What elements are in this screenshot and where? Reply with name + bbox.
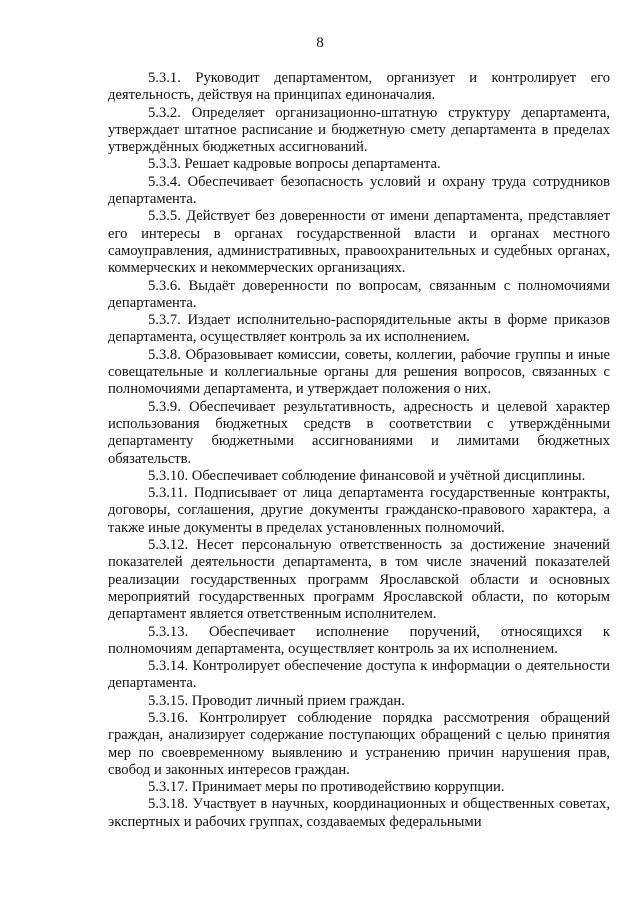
paragraph-5-3-10: 5.3.10. Обеспечивает соблюдение финансовой и учётной дисциплины. xyxy=(148,467,586,484)
paragraph-5-3-7: 5.3.7. Издает исполнительно-распорядительные акты в форме приказов департамента, осуществляет контроль за их исполнением. xyxy=(108,312,610,346)
paragraph-5-3-11: 5.3.11. Подписывает от лица департамента государственные контракты, договоры, соглашения, другие документы гражданско-правового характера, а также иные документы в пределах установленных полномочий. xyxy=(108,485,610,536)
page-number: 8 xyxy=(316,35,324,51)
paragraph-5-3-14: 5.3.14. Контролирует обеспечение доступа к информации о деятельности департамента. xyxy=(108,658,610,692)
paragraph-5-3-13: 5.3.13. Обеспечивает исполнение поручений, относящихся к полномочиям департамента, осуществляет контроль за их исполнением. xyxy=(108,623,610,657)
paragraph-5-3-16: 5.3.16. Контролирует соблюдение порядка рассмотрения обращений граждан, анализирует содержание поступающих обращений с целью принятия мер по своевременному выявлению и устранению причин нарушения прав, свобод и законных интересов граждан. xyxy=(108,709,610,778)
paragraph-5-3-17: 5.3.17. Принимает меры по противодействию коррупции. xyxy=(148,779,505,796)
paragraph-5-3-8: 5.3.8. Образовывает комиссии, советы, коллегии, рабочие группы и иные совещательные и коллегиальные органы для решения вопросов, связанных с полномочиями департамента, и утверждает положения о них. xyxy=(108,346,610,398)
paragraph-5-3-1: 5.3.1. Руководит департаментом, организует и контролирует его деятельность, действуя на принципах единоначалия. xyxy=(108,70,610,104)
paragraph-5-3-4: 5.3.4. Обеспечивает безопасность условий и охрану труда сотрудников департамента. xyxy=(108,173,610,208)
paragraph-5-3-9: 5.3.9. Обеспечивает результативность, адресность и целевой характер использования бюджетных средств в соответствии с утверждёнными департаменту бюджетными ассигнованиями и лимитами бюджетных обязательств. xyxy=(108,398,610,467)
paragraph-5-3-3: 5.3.3. Решает кадровые вопросы департамента. xyxy=(148,156,441,173)
document-body xyxy=(108,70,610,831)
paragraph-5-3-2: 5.3.2. Определяет организационно-штатную структуру департамента, утверждает штатное расписание и бюджетную смету департамента в пределах утверждённых бюджетных ассигнований. xyxy=(108,104,610,156)
paragraph-5-3-12: 5.3.12. Несет персональную ответственность за достижение значений показателей деятельности департамента, в том числе значений показателей реализации государственных программ Ярославской области и основных мероприятий государственных программ Ярославской области, по которым департамент является ответственным исполнителем. xyxy=(108,537,610,623)
paragraph-5-3-15: 5.3.15. Проводит личный прием граждан. xyxy=(148,692,405,709)
paragraph-5-3-5: 5.3.5. Действует без доверенности от имени департамента, представляет его интересы в органах государственной власти и органах местного самоуправления, административных, правоохранительных и судебных органах, коммерческих и некоммерческих организациях. xyxy=(108,208,610,277)
paragraph-5-3-6: 5.3.6. Выдаёт доверенности по вопросам, связанным с полномочиями департамента. xyxy=(108,277,610,311)
paragraph-5-3-18: 5.3.18. Участвует в научных, координационных и общественных советах, экспертных и рабочих группах, создаваемых федеральными xyxy=(108,796,610,830)
